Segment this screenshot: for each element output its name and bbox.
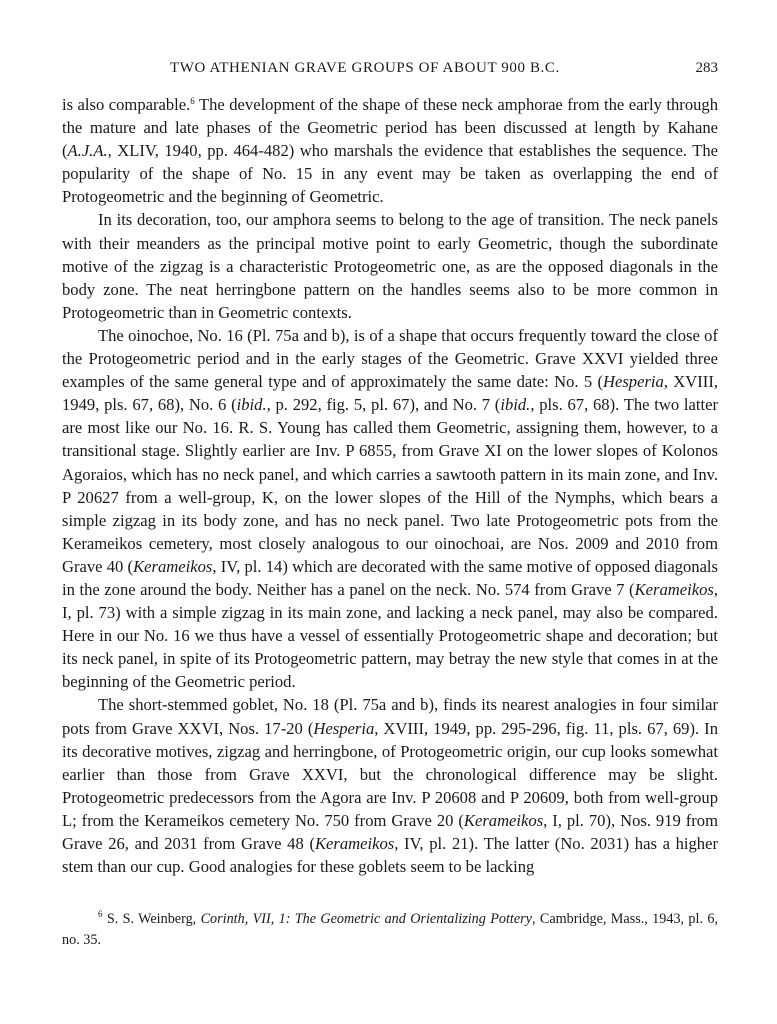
text-run: , p. 292, fig. 5, pl. 67), and No. 7 (: [266, 395, 501, 415]
paragraph: [62, 93, 718, 208]
paragraph: [62, 693, 718, 878]
paragraph: [62, 208, 718, 323]
footnote: [62, 909, 718, 950]
text-run: , XVIII, 1949, pp. 295-296, fig. 11, pls. 67, 69). In its decorative motives, zigzag and herringbone, of Protogeometric origin, our cup looks somewhat earlier than those from Grave XXVI, but the chronological difference may be slight. Protogeometric predecessors from the Agora are Inv. P 20608 and P 20609, both from well-group L; from the Kerameikos cemetery No. 750 from Grave 20 (: [62, 718, 718, 830]
italic-text: A.J.A.: [67, 141, 108, 161]
text-run: , XVIII, 1949, pls. 67, 68), No. 6 (: [62, 372, 718, 415]
text-run: , XLIV, 1940, pp. 464-482) who marshals the evidence that establishes the sequence. The popularity of the shape of No. 15 in any event may be taken as overlapping the end of Protogeometric and the beginning of Geometric.: [62, 141, 718, 207]
italic-text: Kerameikos: [463, 810, 544, 830]
paragraph: [62, 324, 718, 694]
italic-text: ibid.: [500, 395, 531, 415]
text-run: , I, pl. 73) with a simple zigzag in its main zone, and lacking a neck panel, may also be compared. Here in our No. 16 we thus have a vessel of essentially Protogeometric shape and decoration; but its neck panel, in spite of its Protogeometric pattern, may betray the new style that comes in at the beginning of the Geometric period.: [62, 579, 718, 692]
text-run: , I, pl. 70), Nos. 919 from Grave 26, and 2031 from Grave 48 (: [62, 810, 718, 853]
running-title: TWO ATHENIAN GRAVE GROUPS OF ABOUT 900 B.C.: [170, 60, 560, 76]
text-run: S. S. Weinberg,: [102, 911, 201, 927]
text-run: In its decoration, too, our amphora seems to belong to the age of transition. The neck panels with their meanders as the principal motive point to early Geometric, though the subordinate motive of the zigzag is a characteristic Protogeometric one, as are the opposed diagonals in the body zone. The neat herringbone pattern on the handles seems also to be more common in Protogeometric than in Geometric contexts.: [62, 210, 718, 322]
body-text: [62, 93, 718, 878]
text-run: The short-stemmed goblet, No. 18 (Pl. 75a and b), finds its nearest analogies in four similar pots from Grave XXVI, Nos. 17-20 (: [62, 695, 718, 738]
footnote-marker: 6: [190, 96, 195, 106]
text-run: is also comparable.: [62, 95, 191, 114]
text-run: The oinochoe, No. 16 (Pl. 75a and b), is of a shape that occurs frequently toward the close of the Protogeometric period and in the early stages of the Geometric. Grave XXVI yielded three examples of the same general type and of approximately the same date: No. 5 (: [62, 325, 718, 392]
text-run: , pls. 67, 68). The two latter are most like our No. 16. R. S. Young has called them Geometric, assigning them, however, to a transitional stage. Slightly earlier are Inv. P 6855, from Grave XI on the lower slopes of Kolonos Agoraios, which has no neck panel, and which carries a sawtooth pattern in its main zone, and Inv. P 20627 from a well-group, K, on the lower slopes of the Hill of the Nymphs, which bears a simple zigzag in its body zone, and has no neck panel. Two late Protogeometric pots from the Kerameikos cemetery, most closely analogous to our oinochoai, are Nos. 2009 and 2010 from Grave 40 (: [62, 395, 718, 576]
italic-text: Corinth, VII, 1: The Geometric and Orientalizing Pottery: [200, 911, 532, 927]
text-run: , Cambridge, Mass., 1943, pl. 6, no. 35.: [62, 911, 718, 948]
italic-text: ibid.: [236, 395, 267, 415]
text-run: , IV, pl. 21). The latter (No. 2031) has a higher stem than our cup. Good analogies for these goblets seem to be lacking: [62, 834, 718, 877]
italic-text: Kerameikos: [634, 579, 714, 599]
text-run: , IV, pl. 14) which are decorated with the same motive of opposed diagonals in the zone around the body. Neither has a panel on the neck. No. 574 from Grave 7 (: [62, 556, 719, 599]
footnote-marker: 6: [98, 909, 103, 919]
italic-text: Hesperia: [313, 718, 375, 738]
italic-text: Kerameikos: [133, 556, 213, 576]
italic-text: Hesperia: [603, 372, 664, 392]
running-head: [62, 60, 718, 82]
page-number: 283: [695, 60, 718, 76]
italic-text: Kerameikos: [314, 834, 395, 853]
text-run: The development of the shape of these neck amphorae from the early through the mature and late phases of the Geometric period has been discussed at length by Kahane (: [62, 95, 719, 161]
